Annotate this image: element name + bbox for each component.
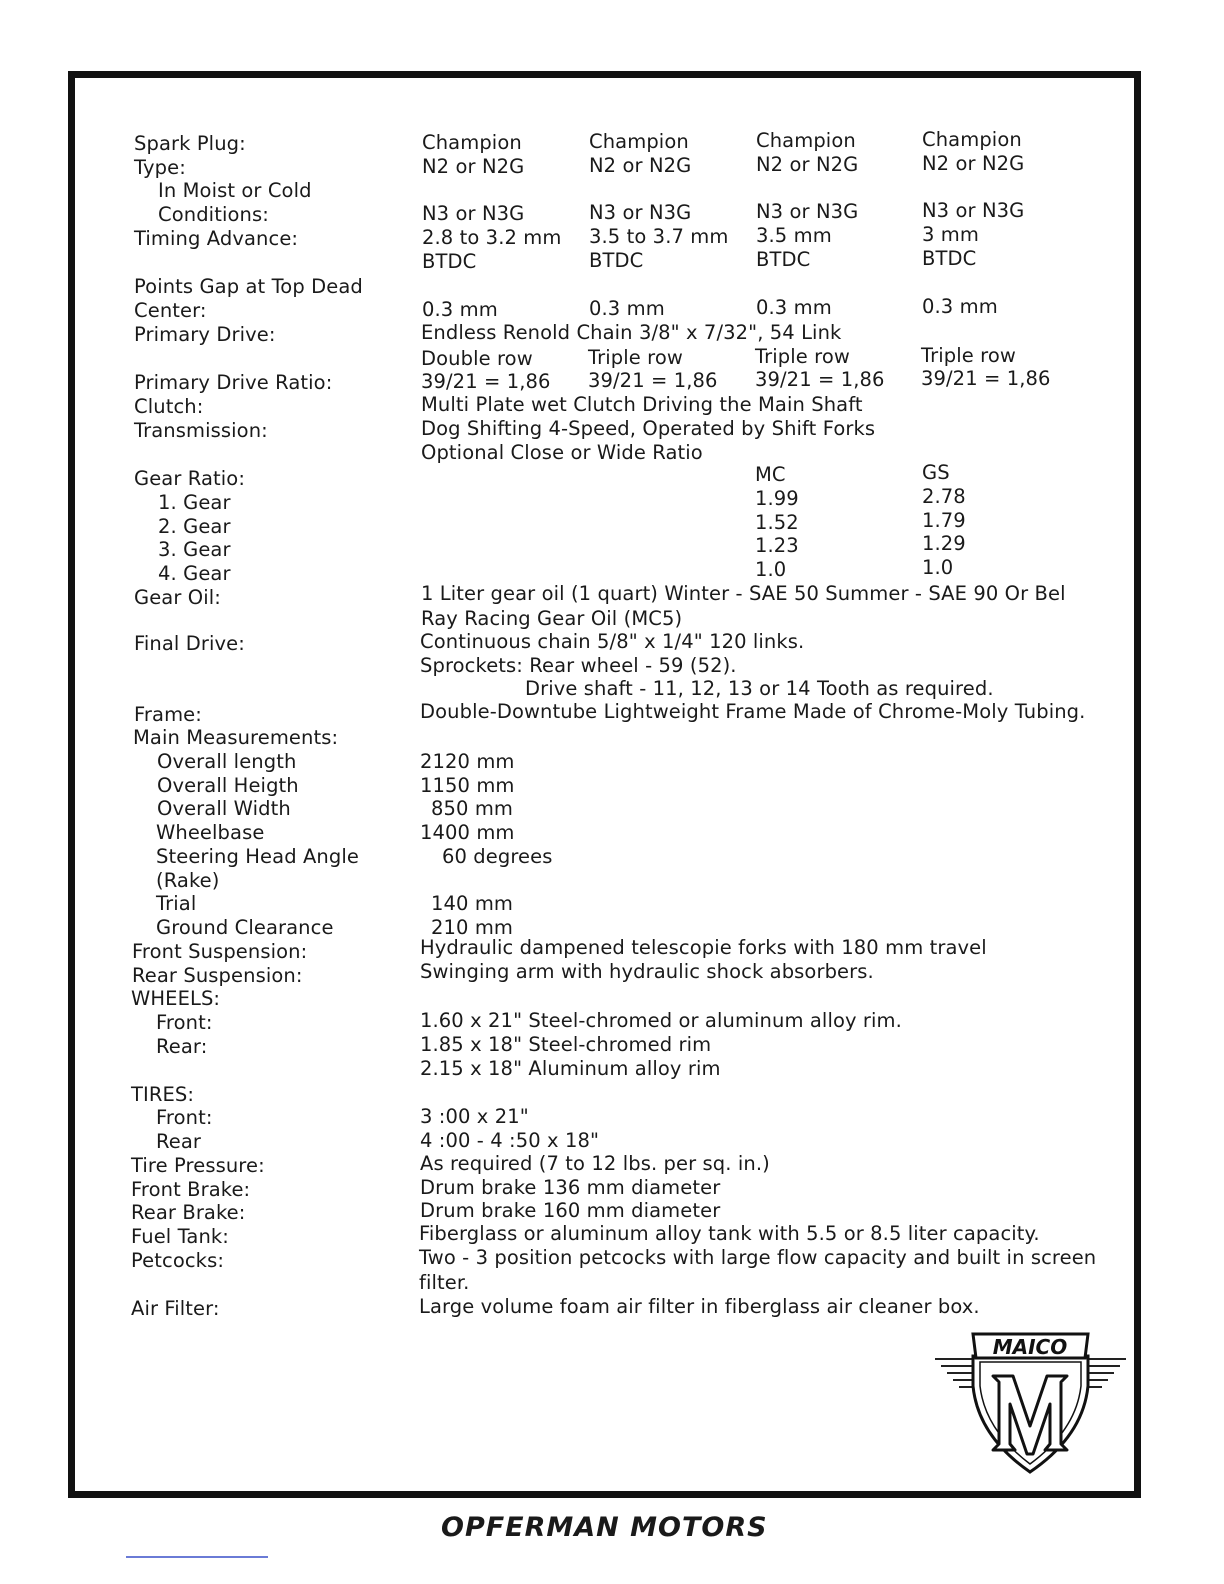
value-steering: 60 degrees: [442, 845, 553, 868]
col1-gap: 0.3 mm: [422, 298, 498, 321]
value-tires-front: 3 :00 x 21": [420, 1105, 529, 1128]
col3-n2: N2 or N2G: [756, 153, 859, 176]
label-final-drive: Final Drive:: [134, 632, 245, 655]
col2-row: Triple row: [588, 346, 683, 369]
gear-mc-4: 1.0: [755, 558, 787, 581]
col4-n2: N2 or N2G: [922, 152, 1025, 175]
value-wheels-rear: 1.85 x 18" Steel-chromed rim: [420, 1033, 712, 1056]
label-front-suspension: Front Suspension:: [132, 940, 308, 963]
col2-btdc: BTDC: [589, 249, 644, 272]
label-spark-plug: Spark Plug:: [134, 132, 246, 155]
value-rear-suspension: Swinging arm with hydraulic shock absorbers.: [420, 960, 874, 983]
label-wheels: WHEELS:: [131, 987, 221, 1010]
col2-ratio: 39/21 = 1,86: [588, 369, 718, 392]
label-primary-drive: Primary Drive:: [134, 323, 276, 346]
col3-champion: Champion: [756, 129, 856, 152]
value-rear-brake: Drum brake 160 mm diameter: [420, 1199, 721, 1222]
gear-gs-4: 1.0: [922, 556, 954, 579]
footer-brand: OPFERMAN MOTORS: [441, 1512, 768, 1543]
col4-timing: 3 mm: [922, 223, 979, 246]
label-primary-ratio: Primary Drive Ratio:: [134, 371, 333, 394]
label-type: Type:: [134, 156, 186, 179]
value-gear-oil: 1 Liter gear oil (1 quart) Winter - SAE 50 Summer - SAE 90 Or Bel: [421, 582, 1066, 605]
label-center: Center:: [134, 299, 207, 322]
label-gear-oil: Gear Oil:: [134, 586, 221, 609]
col3-gap: 0.3 mm: [756, 296, 832, 319]
gear-gs-header: GS: [922, 461, 950, 484]
gear-gs-2: 1.79: [922, 509, 966, 532]
col1-btdc: BTDC: [422, 250, 477, 273]
label-wheels-rear: Rear:: [156, 1035, 208, 1058]
value-overall-height: 1150 mm: [420, 774, 515, 797]
value-front-suspension: Hydraulic dampened telescopie forks with 180 mm travel: [420, 936, 987, 959]
label-transmission: Transmission:: [134, 419, 268, 442]
label-gear-3: 3. Gear: [158, 538, 231, 561]
label-tires: TIRES:: [131, 1083, 195, 1106]
value-ground-clearance: 210 mm: [431, 916, 514, 939]
col1-timing: 2.8 to 3.2 mm: [422, 226, 562, 249]
logo-text: MAICO: [992, 1335, 1068, 1359]
value-final-drive: Continuous chain 5/8" x 1/4" 120 links.: [420, 630, 805, 653]
col2-n2: N2 or N2G: [589, 154, 692, 177]
value-air-filter: Large volume foam air filter in fiberglass air cleaner box.: [419, 1295, 980, 1318]
col4-ratio: 39/21 = 1,86: [921, 367, 1051, 390]
label-tire-pressure: Tire Pressure:: [131, 1154, 265, 1177]
label-front-brake: Front Brake:: [131, 1178, 251, 1201]
gear-mc-2: 1.52: [755, 511, 799, 534]
label-clutch: Clutch:: [134, 395, 204, 418]
maico-logo: [933, 1326, 1128, 1476]
value-overall-length: 2120 mm: [420, 750, 515, 773]
label-conditions: Conditions:: [158, 203, 269, 226]
label-tires-rear: Rear: [156, 1130, 202, 1153]
label-petcocks: Petcocks:: [131, 1249, 225, 1272]
col1-n3: N3 or N3G: [422, 202, 525, 225]
value-petcocks: Two - 3 position petcocks with large flow capacity and built in screen: [419, 1246, 1097, 1269]
label-main-measurements: Main Measurements:: [133, 726, 339, 749]
label-points-gap: Points Gap at Top Dead: [134, 275, 363, 298]
label-rear-suspension: Rear Suspension:: [132, 964, 303, 987]
gear-mc-3: 1.23: [755, 534, 799, 557]
label-frame: Frame:: [134, 703, 202, 726]
value-transmission-option: Optional Close or Wide Ratio: [421, 441, 703, 464]
value-gear-oil-cont: Ray Racing Gear Oil (MC5): [421, 607, 683, 630]
label-steering-angle: Steering Head Angle: [156, 845, 359, 868]
value-wheels-front: 1.60 x 21" Steel-chromed or aluminum alloy rim.: [420, 1009, 902, 1032]
label-wheels-front: Front:: [156, 1011, 213, 1034]
col4-row: Triple row: [921, 344, 1016, 367]
col3-n3: N3 or N3G: [756, 200, 859, 223]
col4-n3: N3 or N3G: [922, 199, 1025, 222]
gear-mc-header: MC: [755, 463, 786, 486]
value-frame: Double-Downtube Lightweight Frame Made of Chrome-Moly Tubing.: [420, 700, 1086, 723]
col1-champion: Champion: [422, 131, 522, 154]
col2-timing: 3.5 to 3.7 mm: [589, 225, 729, 248]
label-fuel-tank: Fuel Tank:: [131, 1225, 229, 1248]
value-transmission: Dog Shifting 4-Speed, Operated by Shift Forks: [421, 417, 876, 440]
value-front-brake: Drum brake 136 mm diameter: [420, 1176, 721, 1199]
col1-n2: N2 or N2G: [422, 155, 525, 178]
value-wheelbase: 1400 mm: [420, 821, 515, 844]
value-sprockets: Sprockets: Rear wheel - 59 (52).: [420, 654, 737, 677]
value-drive-shaft: Drive shaft - 11, 12, 13 or 14 Tooth as required.: [525, 677, 994, 700]
gear-gs-3: 1.29: [922, 532, 966, 555]
label-gear-2: 2. Gear: [158, 515, 231, 538]
label-overall-width: Overall Width: [157, 797, 291, 820]
label-gear-4: 4. Gear: [158, 562, 231, 585]
value-clutch: Multi Plate wet Clutch Driving the Main Shaft: [421, 393, 863, 416]
col1-ratio: 39/21 = 1,86: [421, 370, 551, 393]
label-overall-height: Overall Heigth: [157, 774, 299, 797]
label-overall-length: Overall length: [157, 750, 297, 773]
label-air-filter: Air Filter:: [131, 1297, 220, 1320]
col3-row: Triple row: [755, 345, 850, 368]
label-gear-ratio: Gear Ratio:: [134, 467, 246, 490]
col3-timing: 3.5 mm: [756, 224, 832, 247]
label-trial: Trial: [156, 892, 197, 915]
col3-ratio: 39/21 = 1,86: [755, 368, 885, 391]
gear-mc-1: 1.99: [755, 487, 799, 510]
value-tires-rear: 4 :00 - 4 :50 x 18": [420, 1129, 600, 1152]
value-wheels-rear-alt: 2.15 x 18" Aluminum alloy rim: [420, 1057, 721, 1080]
footer-link-underline: [126, 1556, 268, 1558]
col4-champion: Champion: [922, 128, 1022, 151]
label-moist: In Moist or Cold: [158, 179, 312, 202]
value-overall-width: 850 mm: [431, 797, 514, 820]
value-primary-drive: Endless Renold Chain 3/8" x 7/32", 54 Link: [421, 321, 842, 344]
label-ground-clearance: Ground Clearance: [156, 916, 334, 939]
value-trial: 140 mm: [431, 892, 514, 915]
col4-gap: 0.3 mm: [922, 295, 998, 318]
label-timing: Timing Advance:: [134, 227, 299, 250]
label-rear-brake: Rear Brake:: [131, 1201, 246, 1224]
label-gear-1: 1. Gear: [158, 491, 231, 514]
label-wheelbase: Wheelbase: [156, 821, 265, 844]
col1-row: Double row: [421, 347, 533, 370]
value-fuel-tank: Fiberglass or aluminum alloy tank with 5.5 or 8.5 liter capacity.: [419, 1222, 1040, 1245]
value-tire-pressure: As required (7 to 12 lbs. per sq. in.): [420, 1152, 770, 1175]
col4-btdc: BTDC: [922, 247, 977, 270]
col2-champion: Champion: [589, 130, 689, 153]
gear-gs-1: 2.78: [922, 485, 966, 508]
col2-gap: 0.3 mm: [589, 297, 665, 320]
col2-n3: N3 or N3G: [589, 201, 692, 224]
label-rake: (Rake): [156, 869, 220, 892]
value-petcocks-cont: filter.: [419, 1271, 470, 1294]
label-tires-front: Front:: [156, 1106, 213, 1129]
col3-btdc: BTDC: [756, 248, 811, 271]
